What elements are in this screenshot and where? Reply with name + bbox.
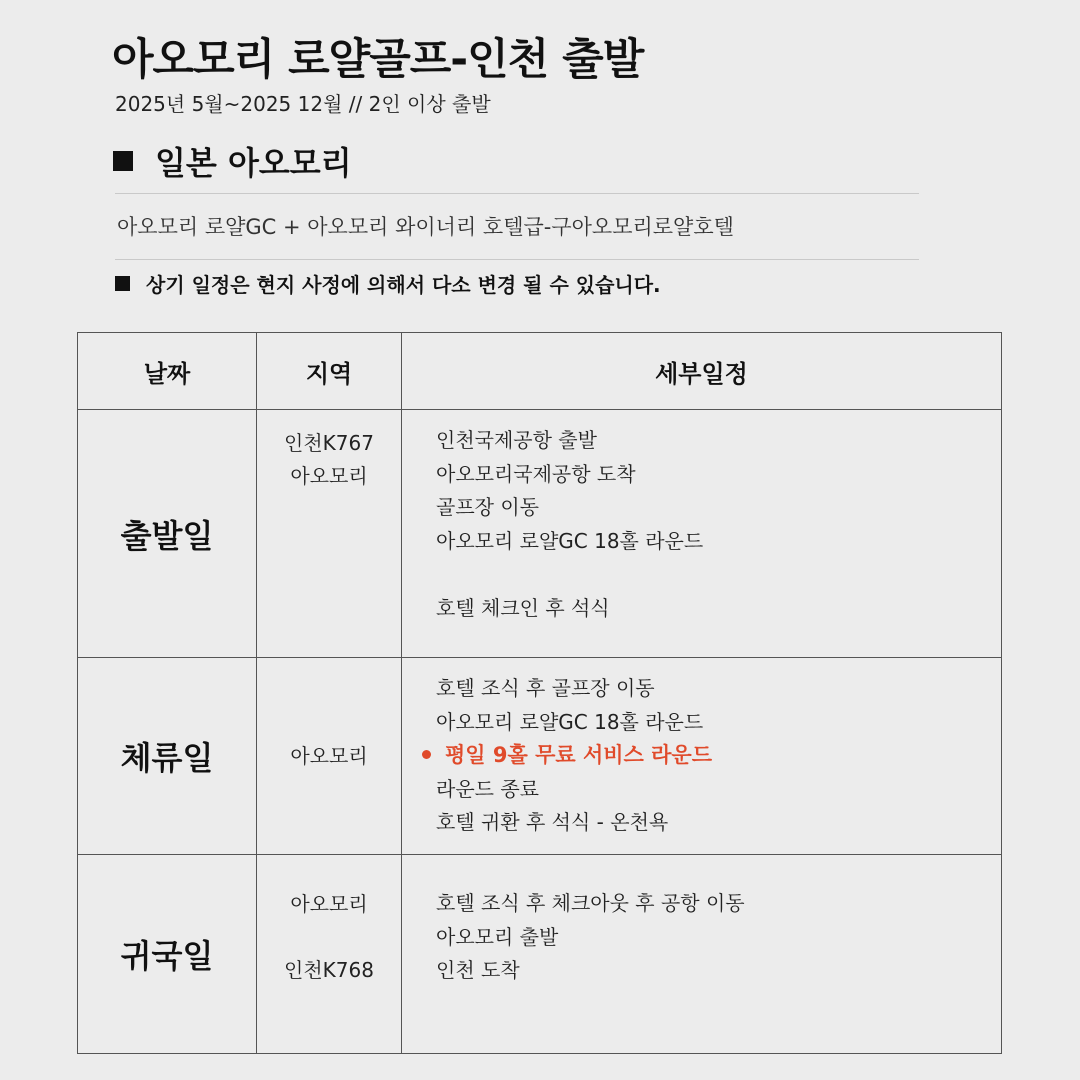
divider: [115, 259, 919, 260]
region-cell: [257, 855, 402, 1054]
detail-line: 호텔 조식 후 골프장 이동: [436, 676, 655, 701]
region-cell: [257, 410, 402, 658]
table-row: [78, 410, 1002, 658]
details-cell: [402, 658, 1002, 855]
detail-line: 아오모리국제공항 도착: [436, 461, 636, 486]
region-line: 아오모리: [290, 743, 368, 768]
detail-line: 인천 도착: [436, 958, 520, 982]
region-spacer: [257, 921, 401, 954]
table-row: [78, 855, 1002, 1054]
red-dot-icon: [422, 750, 431, 759]
highlight-line: [422, 739, 1001, 773]
region-line: 인천K768: [284, 958, 374, 982]
page-subtitle: 2025년 5월~2025 12월 // 2인 이상 출발: [115, 92, 491, 116]
details-cell: [402, 410, 1002, 658]
region-line: 아오모리: [290, 892, 368, 916]
divider: [115, 193, 919, 194]
highlight-text: 평일 9홀 무료 서비스 라운드: [445, 743, 713, 768]
detail-line: 아오모리 출발: [436, 924, 559, 949]
column-header-date: 날짜: [78, 333, 257, 410]
detail-line: 인천국제공항 출발: [436, 428, 597, 452]
detail-line: 라운드 종료: [436, 776, 539, 801]
table-header-row: [78, 333, 1002, 410]
notice: [115, 269, 661, 298]
package-summary: 아오모리 로얄GC + 아오모리 와이너리 호텔급-구아오모리로얄호텔: [117, 215, 734, 239]
day-label: 출발일: [78, 410, 257, 658]
detail-line: 호텔 체크인 후 석식: [436, 595, 610, 620]
detail-spacer: [436, 558, 1001, 592]
region-line: 아오모리: [290, 464, 368, 488]
square-bullet-icon: [113, 151, 133, 171]
table-row: [78, 658, 1002, 855]
itinerary-table: [77, 332, 1002, 1054]
page-title: 아오모리 로얄골프-인천 출발: [112, 35, 644, 85]
section-heading: [113, 138, 352, 184]
notice-text: 상기 일정은 현지 사정에 의해서 다소 변경 될 수 있습니다.: [146, 273, 661, 297]
column-header-details: 세부일정: [402, 333, 1002, 410]
day-label: 귀국일: [78, 855, 257, 1054]
square-bullet-icon: [115, 276, 130, 291]
detail-line: 아오모리 로얄GC 18홀 라운드: [436, 709, 704, 734]
section-title: 일본 아오모리: [155, 144, 352, 182]
day-label: 체류일: [78, 658, 257, 855]
detail-line: 아오모리 로얄GC 18홀 라운드: [436, 528, 704, 553]
column-header-region: 지역: [257, 333, 402, 410]
details-cell: [402, 855, 1002, 1054]
detail-line: 호텔 귀환 후 석식 - 온천욕: [436, 810, 669, 835]
region-line: 인천K767: [284, 431, 374, 455]
detail-line: 골프장 이동: [436, 495, 539, 519]
region-cell: [257, 658, 402, 855]
detail-line: 호텔 조식 후 체크아웃 후 공항 이동: [436, 891, 745, 915]
